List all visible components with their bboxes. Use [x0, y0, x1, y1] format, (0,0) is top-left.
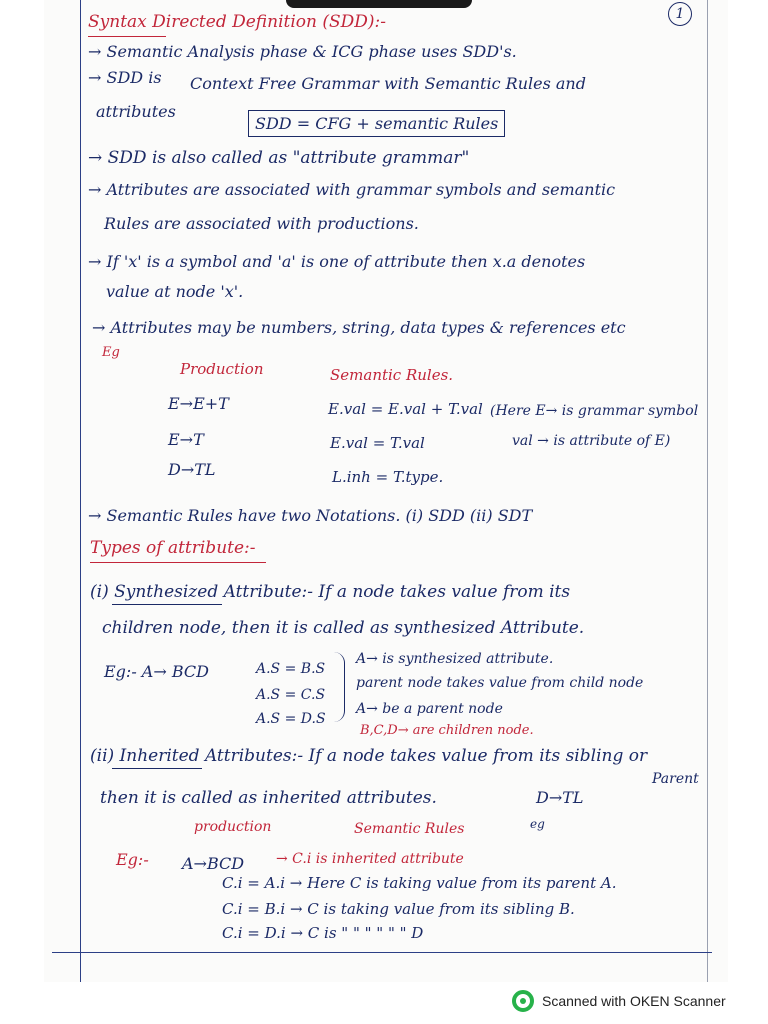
note-line: Rules are associated with productions. — [104, 214, 419, 233]
scanner-watermark — [512, 988, 726, 1014]
production-row: E→E+T — [168, 394, 229, 413]
note-line: then it is called as inherited attributes. — [100, 788, 437, 808]
semantic-rule: E.val = T.val — [330, 434, 425, 452]
example-line: Eg:- A→ BCD — [104, 662, 209, 681]
scanner-logo-icon — [512, 990, 534, 1012]
semantic-heading: Semantic Rules. — [330, 366, 454, 384]
page-right-edge — [707, 0, 708, 982]
section-underline — [90, 562, 266, 563]
note-line: → Semantic Analysis phase & ICG phase uses SDD's. — [88, 42, 517, 61]
note-line: Parent — [652, 771, 699, 787]
production-heading: Production — [180, 360, 264, 378]
semantic-rule: E.val = E.val + T.val — [328, 400, 483, 418]
semantic-rule: C.i = B.i → C is taking value from its sibling B. — [222, 900, 575, 918]
page-number: 1 — [668, 2, 692, 26]
formula-box — [248, 116, 505, 132]
note-line: children node, then it is called as synthesized Attribute. — [102, 618, 585, 638]
semantic-rule: C.i = A.i → Here C is taking value from its parent A. — [222, 874, 617, 892]
note-line: → Attributes are associated with grammar symbols and semantic — [88, 180, 616, 199]
note-line: → Semantic Rules have two Notations. (i) SDD (ii) SDT — [88, 506, 533, 525]
margin-line — [80, 0, 81, 982]
note-line: (i) Synthesized Attribute:- If a node takes value from its — [90, 582, 571, 602]
semantic-rule: A.S = D.S — [256, 711, 326, 727]
production-row: E→T — [168, 430, 204, 449]
side-note: val → is attribute of E) — [512, 433, 671, 449]
eg-label: eg — [530, 817, 545, 831]
eg-label: Eg:- — [116, 850, 149, 869]
note-line: Context Free Grammar with Semantic Rules and — [190, 74, 586, 93]
note-line: → Attributes may be numbers, string, data types & references etc — [92, 318, 626, 337]
production-row: D→TL — [168, 460, 216, 479]
side-note: parent node takes value from child node — [356, 675, 644, 691]
note-line: → SDD is also called as "attribute grammar" — [88, 148, 470, 168]
side-note: (Here E→ is grammar symbol — [490, 403, 699, 419]
eg-label: Eg — [102, 345, 120, 360]
page-title: Syntax Directed Definition (SDD):- — [88, 12, 387, 32]
top-edge-shadow — [286, 0, 472, 8]
semantic-rule: L.inh = T.type. — [332, 468, 444, 486]
side-note: B,C,D→ are children node. — [360, 723, 534, 738]
term-underline — [112, 604, 222, 605]
note-line: value at node 'x'. — [106, 282, 244, 301]
formula-text: SDD = CFG + semantic Rules — [248, 110, 505, 137]
title-underline — [88, 36, 166, 37]
term-underline — [112, 768, 202, 769]
semantic-rule: A.S = C.S — [256, 687, 326, 703]
note-line: → SDD is — [88, 68, 162, 87]
bottom-rule — [52, 952, 712, 953]
semantic-rule: A.S = B.S — [256, 661, 326, 677]
watermark-text: Scanned with OKEN Scanner — [542, 993, 726, 1009]
production-row: D→TL — [536, 788, 584, 807]
semantic-rule: C.i = D.i → C is " " " " " " D — [222, 924, 424, 942]
semantic-heading: Semantic Rules — [354, 821, 465, 837]
note-line: (ii) Inherited Attributes:- If a node takes value from its sibling or — [90, 746, 648, 766]
note-line: attributes — [96, 102, 176, 121]
side-note: → C.i is inherited attribute — [276, 851, 464, 867]
production-row: A→BCD — [182, 854, 245, 873]
side-note: A→ be a parent node — [356, 701, 503, 717]
production-heading: production — [194, 819, 272, 835]
brace — [334, 652, 345, 722]
note-line: → If 'x' is a symbol and 'a' is one of attribute then x.a denotes — [88, 252, 586, 271]
side-note: A→ is synthesized attribute. — [356, 651, 554, 667]
section-heading: Types of attribute:- — [90, 538, 256, 558]
